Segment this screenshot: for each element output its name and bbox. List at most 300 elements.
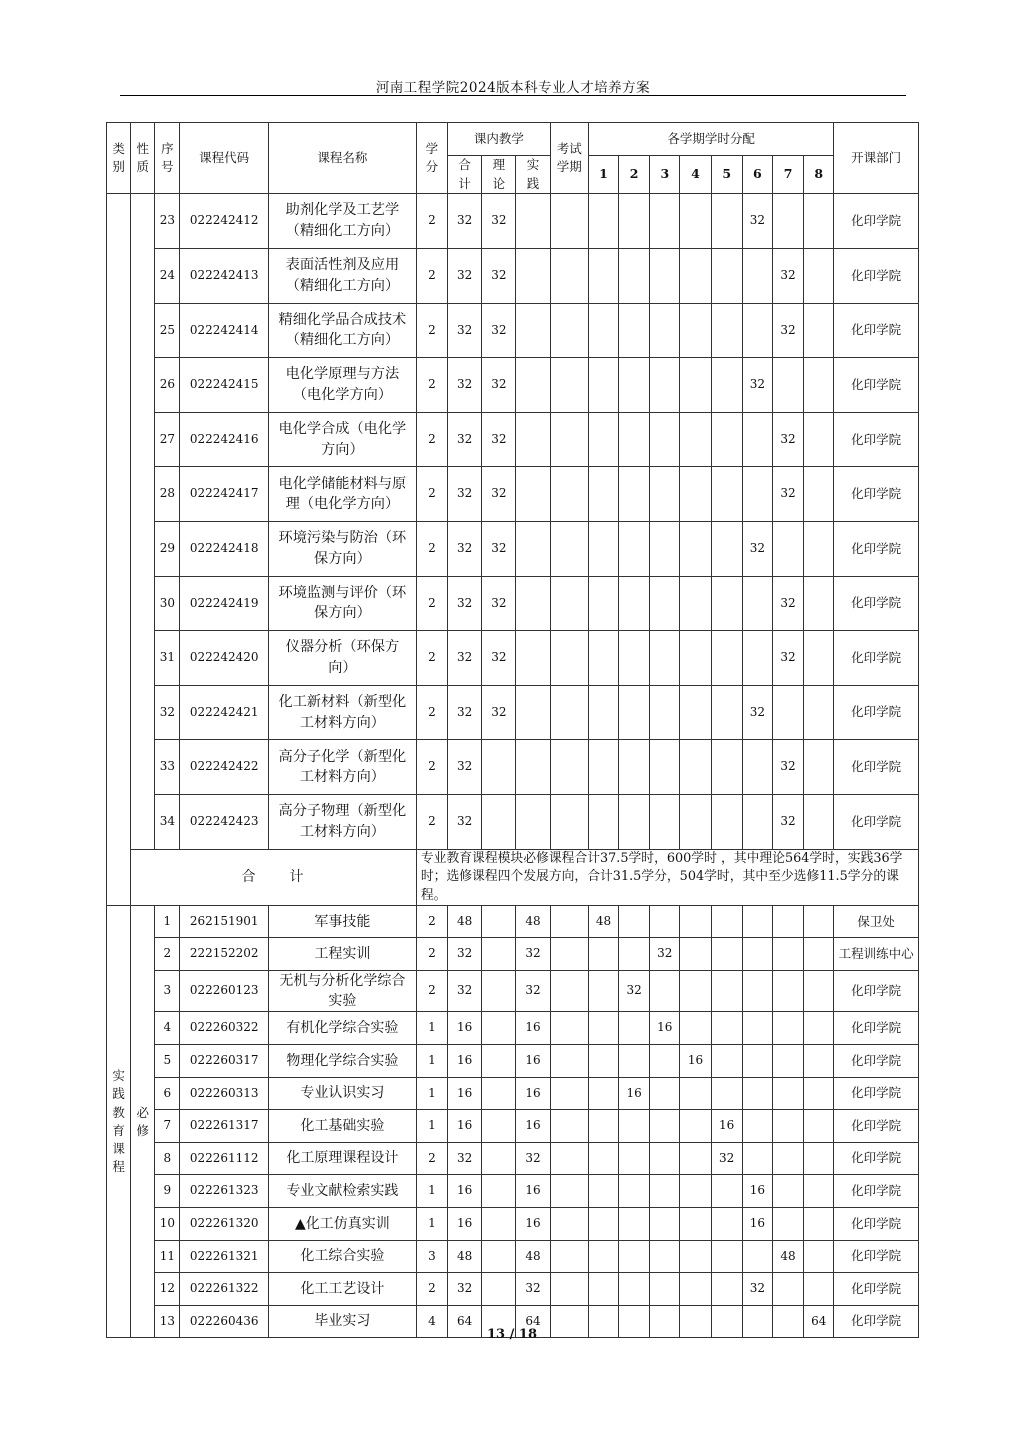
course-credit: 1 (416, 1044, 447, 1077)
semester-hours-2 (619, 467, 650, 522)
semester-hours-1 (588, 938, 618, 971)
semester-hours-1 (588, 685, 618, 740)
table-row (107, 412, 919, 467)
course-credit: 3 (416, 1240, 447, 1273)
course-name (268, 1110, 416, 1143)
course-hours-practice: 48 (516, 1240, 550, 1273)
table-row (107, 303, 919, 358)
course-code: 022242415 (180, 358, 269, 413)
course-name-line: 高分子物理（新型化 (278, 803, 407, 820)
table-row (107, 1044, 919, 1077)
course-code: 022242414 (180, 303, 269, 358)
course-hours-total: 48 (448, 1240, 482, 1273)
course-name-line: 化工综合实验 (300, 1248, 385, 1265)
course-exam-semester (550, 1142, 588, 1175)
course-name (268, 740, 416, 795)
course-seq: 11 (155, 1240, 180, 1273)
semester-hours-5 (711, 1175, 742, 1208)
semester-hours-3: 32 (650, 938, 680, 971)
course-exam-semester (550, 1110, 588, 1143)
course-name (268, 1175, 416, 1208)
semester-hours-3 (650, 467, 680, 522)
course-credit: 2 (416, 412, 447, 467)
semester-hours-7 (772, 194, 803, 249)
semester-hours-8 (804, 1142, 834, 1175)
category-char: 实 (112, 1068, 125, 1084)
semester-hours-6 (742, 467, 772, 522)
course-hours-theory (482, 794, 516, 849)
course-code: 262151901 (180, 906, 269, 938)
course-name-line: 环境污染与防治（环 (278, 530, 407, 547)
semester-hours-3 (650, 1240, 680, 1273)
course-name (268, 631, 416, 686)
course-dept: 化印学院 (834, 521, 919, 576)
course-hours-theory (482, 970, 516, 1012)
semester-hours-4 (680, 1012, 711, 1045)
course-dept: 化印学院 (834, 631, 919, 686)
course-hours-theory: 32 (482, 576, 516, 631)
course-dept: 化印学院 (834, 467, 919, 522)
semester-hours-5 (711, 1240, 742, 1273)
course-seq: 26 (155, 358, 180, 413)
course-dept: 化印学院 (834, 685, 919, 740)
nature-cell (131, 194, 155, 850)
course-hours-total: 16 (448, 1175, 482, 1208)
course-hours-theory (482, 1012, 516, 1045)
semester-hours-1 (588, 1110, 618, 1143)
semester-hours-3 (650, 794, 680, 849)
course-hours-theory (482, 1207, 516, 1240)
semester-hours-6 (742, 631, 772, 686)
course-name (268, 1142, 416, 1175)
course-dept: 化印学院 (834, 1044, 919, 1077)
semester-hours-1 (588, 631, 618, 686)
semester-hours-5 (711, 1012, 742, 1045)
course-code: 022242418 (180, 521, 269, 576)
semester-hours-7 (772, 970, 803, 1012)
subtotal-text: 专业教育课程模块必修课程合计37.5学时，600学时 ，其中理论564学时，实践36学时；选修课程四个发展方向，合计31.5学分，504学时，其中至少选修11.5学分的课程。 (416, 849, 918, 906)
semester-hours-1 (588, 1012, 618, 1045)
course-name (268, 1207, 416, 1240)
course-exam-semester (550, 1175, 588, 1208)
semester-hours-6: 16 (742, 1175, 772, 1208)
course-exam-semester (550, 906, 588, 938)
header-row-1 (107, 123, 919, 156)
course-hours-practice: 16 (516, 1077, 550, 1110)
course-credit: 2 (416, 194, 447, 249)
semester-hours-7: 32 (772, 576, 803, 631)
semester-hours-1 (588, 412, 618, 467)
semester-hours-5 (711, 194, 742, 249)
course-hours-practice: 64 (516, 1305, 550, 1338)
semester-hours-6: 32 (742, 194, 772, 249)
semester-hours-4 (680, 1110, 711, 1143)
table-row (107, 794, 919, 849)
course-name-line: 化工基础实验 (300, 1117, 385, 1134)
header-practice: 实 践 (516, 156, 550, 194)
course-name-line: 物理化学综合实验 (286, 1052, 399, 1069)
table-row (107, 1012, 919, 1045)
course-hours-total: 16 (448, 1012, 482, 1045)
semester-hours-2 (619, 794, 650, 849)
semester-hours-3 (650, 249, 680, 304)
semester-hours-8 (804, 249, 834, 304)
course-exam-semester (550, 412, 588, 467)
semester-hours-3 (650, 194, 680, 249)
course-code: 022261323 (180, 1175, 269, 1208)
course-hours-practice: 32 (516, 1273, 550, 1306)
course-hours-total: 32 (448, 740, 482, 795)
course-hours-total: 32 (448, 794, 482, 849)
course-credit: 1 (416, 1207, 447, 1240)
course-hours-total: 32 (448, 521, 482, 576)
category-char: 课 (112, 1140, 125, 1156)
course-name-line: 有机化学综合实验 (286, 1020, 399, 1036)
course-name-line: 工程实训 (314, 945, 371, 962)
course-hours-total: 32 (448, 1142, 482, 1175)
course-seq: 3 (155, 970, 180, 1012)
semester-hours-2 (619, 194, 650, 249)
course-name-line: 专业认识实习 (300, 1085, 385, 1102)
semester-hours-5: 32 (711, 1142, 742, 1175)
semester-hours-7 (772, 685, 803, 740)
course-hours-theory (482, 1044, 516, 1077)
semester-hours-8 (804, 1044, 834, 1077)
semester-hours-3 (650, 358, 680, 413)
semester-hours-2 (619, 1273, 650, 1306)
course-name (268, 906, 416, 938)
semester-hours-8 (804, 938, 834, 971)
semester-hours-5 (711, 576, 742, 631)
course-name-line: 电化学合成（电化学 (278, 420, 407, 437)
semester-hours-7 (772, 906, 803, 938)
semester-hours-5 (711, 685, 742, 740)
course-hours-total: 32 (448, 358, 482, 413)
semester-hours-2: 16 (619, 1077, 650, 1110)
course-name (268, 794, 416, 849)
course-exam-semester (550, 1240, 588, 1273)
semester-hours-4 (680, 521, 711, 576)
course-code: 022261322 (180, 1273, 269, 1306)
semester-hours-4 (680, 412, 711, 467)
semester-hours-7: 32 (772, 740, 803, 795)
course-credit: 2 (416, 303, 447, 358)
semester-hours-4 (680, 631, 711, 686)
semester-hours-4 (680, 906, 711, 938)
course-name-line: 无机与分析化学综合 (279, 972, 406, 989)
course-code: 022242420 (180, 631, 269, 686)
course-code: 022260313 (180, 1077, 269, 1110)
course-credit: 1 (416, 1175, 447, 1208)
course-exam-semester (550, 1077, 588, 1110)
course-credit: 2 (416, 970, 447, 1012)
course-name (268, 1012, 416, 1045)
course-hours-theory: 32 (482, 467, 516, 522)
semester-hours-7: 32 (772, 303, 803, 358)
semester-hours-8 (804, 412, 834, 467)
semester-hours-6 (742, 303, 772, 358)
semester-hours-4: 16 (680, 1044, 711, 1077)
semester-hours-3 (650, 1175, 680, 1208)
semester-hours-7: 48 (772, 1240, 803, 1273)
semester-hours-6 (742, 576, 772, 631)
course-hours-practice (516, 631, 550, 686)
course-code: 022242417 (180, 467, 269, 522)
course-name (268, 412, 416, 467)
semester-hours-8 (804, 358, 834, 413)
header-sem-3: 3 (650, 156, 680, 194)
course-hours-theory: 32 (482, 521, 516, 576)
course-seq: 33 (155, 740, 180, 795)
header-divider (120, 95, 906, 96)
course-exam-semester (550, 303, 588, 358)
course-seq: 8 (155, 1142, 180, 1175)
semester-hours-7 (772, 1142, 803, 1175)
semester-hours-1 (588, 1273, 618, 1306)
course-credit: 2 (416, 938, 447, 971)
semester-hours-1 (588, 576, 618, 631)
table-row (107, 1273, 919, 1306)
course-exam-semester (550, 794, 588, 849)
table-row (107, 521, 919, 576)
course-dept: 化印学院 (834, 1142, 919, 1175)
course-hours-theory: 32 (482, 358, 516, 413)
semester-hours-5 (711, 521, 742, 576)
semester-hours-1: 48 (588, 906, 618, 938)
semester-hours-5 (711, 740, 742, 795)
course-seq: 34 (155, 794, 180, 849)
course-name-line: 高分子化学（新型化 (278, 748, 407, 765)
course-hours-theory (482, 1273, 516, 1306)
semester-hours-4 (680, 740, 711, 795)
table-row (107, 1240, 919, 1273)
course-code: 222152202 (180, 938, 269, 971)
semester-hours-2 (619, 1012, 650, 1045)
course-exam-semester (550, 1044, 588, 1077)
course-dept: 化印学院 (834, 794, 919, 849)
course-name-line: 军事技能 (314, 913, 371, 930)
category-cell (107, 194, 131, 906)
course-hours-practice (516, 303, 550, 358)
semester-hours-5 (711, 631, 742, 686)
semester-hours-8 (804, 631, 834, 686)
course-seq: 6 (155, 1077, 180, 1110)
course-hours-theory (482, 938, 516, 971)
course-seq: 5 (155, 1044, 180, 1077)
course-name-line: （电化学方向） (292, 386, 393, 403)
course-hours-total: 32 (448, 412, 482, 467)
course-name-line: 环境监测与评价（环 (278, 584, 407, 601)
semester-hours-3 (650, 906, 680, 938)
course-name-line: 化工原理课程设计 (286, 1150, 399, 1167)
course-exam-semester (550, 1012, 588, 1045)
semester-hours-8 (804, 194, 834, 249)
course-name-line: 电化学原理与方法 (285, 366, 400, 383)
course-name (268, 249, 416, 304)
semester-hours-6 (742, 1044, 772, 1077)
semester-hours-8 (804, 1207, 834, 1240)
course-hours-practice (516, 412, 550, 467)
course-name-line: （精细化工方向） (285, 277, 400, 294)
semester-hours-6 (742, 1110, 772, 1143)
course-exam-semester (550, 1273, 588, 1306)
semester-hours-6 (742, 1012, 772, 1045)
semester-hours-1 (588, 521, 618, 576)
course-credit: 2 (416, 685, 447, 740)
semester-hours-4 (680, 938, 711, 971)
semester-hours-1 (588, 194, 618, 249)
course-credit: 2 (416, 358, 447, 413)
course-name-line: （精细化工方向） (285, 332, 400, 349)
semester-hours-2 (619, 521, 650, 576)
semester-hours-7 (772, 1175, 803, 1208)
course-exam-semester (550, 631, 588, 686)
semester-hours-7 (772, 938, 803, 971)
course-dept: 化印学院 (834, 1077, 919, 1110)
semester-hours-4 (680, 576, 711, 631)
course-hours-theory (482, 740, 516, 795)
semester-hours-1 (588, 794, 618, 849)
course-hours-theory: 32 (482, 249, 516, 304)
semester-hours-4 (680, 1207, 711, 1240)
table-row (107, 1175, 919, 1208)
category-practice-education (107, 906, 131, 1338)
course-seq: 12 (155, 1273, 180, 1306)
course-seq: 27 (155, 412, 180, 467)
subtotal-label: 合 计 (131, 849, 417, 906)
course-name (268, 303, 416, 358)
semester-hours-6 (742, 970, 772, 1012)
header-sem-5: 5 (711, 156, 742, 194)
table-row (107, 358, 919, 413)
course-name-line: 工材料方向） (299, 769, 385, 786)
semester-hours-5: 16 (711, 1110, 742, 1143)
course-exam-semester (550, 576, 588, 631)
semester-hours-6 (742, 1240, 772, 1273)
semester-hours-6 (742, 249, 772, 304)
course-hours-theory: 32 (482, 303, 516, 358)
course-code: 022242421 (180, 685, 269, 740)
table-row (107, 740, 919, 795)
course-name (268, 938, 416, 971)
semester-hours-5 (711, 938, 742, 971)
course-hours-theory (482, 1110, 516, 1143)
course-dept: 化印学院 (834, 1240, 919, 1273)
course-hours-total: 32 (448, 576, 482, 631)
semester-hours-1 (588, 358, 618, 413)
course-credit: 1 (416, 1077, 447, 1110)
course-name (268, 467, 416, 522)
course-hours-theory (482, 1240, 516, 1273)
semester-hours-7: 32 (772, 794, 803, 849)
course-name (268, 1273, 416, 1306)
header-teaching: 课内教学 (448, 123, 551, 156)
header-sem-8: 8 (804, 156, 834, 194)
header-seq: 序 号 (155, 123, 180, 194)
semester-hours-5 (711, 1044, 742, 1077)
semester-hours-7 (772, 1110, 803, 1143)
course-credit: 2 (416, 740, 447, 795)
semester-hours-7: 32 (772, 467, 803, 522)
semester-hours-5 (711, 1273, 742, 1306)
course-name-line: 表面活性剂及应用 (285, 257, 400, 274)
header-dept: 开课部门 (834, 123, 919, 194)
table-row (107, 1110, 919, 1143)
semester-hours-6 (742, 906, 772, 938)
course-hours-total: 16 (448, 1110, 482, 1143)
semester-hours-5 (711, 1077, 742, 1110)
semester-hours-7 (772, 521, 803, 576)
course-name (268, 1077, 416, 1110)
semester-hours-3 (650, 631, 680, 686)
course-hours-theory (482, 1142, 516, 1175)
semester-hours-3 (650, 412, 680, 467)
course-name (268, 970, 416, 1012)
course-name (268, 358, 416, 413)
semester-hours-1 (588, 970, 618, 1012)
table-row (107, 576, 919, 631)
course-hours-theory: 32 (482, 194, 516, 249)
header-exam: 考试 学期 (550, 123, 588, 194)
course-code: 022242422 (180, 740, 269, 795)
course-hours-practice (516, 521, 550, 576)
course-seq: 9 (155, 1175, 180, 1208)
semester-hours-2 (619, 740, 650, 795)
table-row (107, 906, 919, 938)
header-credit: 学 分 (416, 123, 447, 194)
subtotal-row (107, 849, 919, 906)
semester-hours-4 (680, 358, 711, 413)
semester-hours-1 (588, 1240, 618, 1273)
course-exam-semester (550, 685, 588, 740)
course-name-line: 仪器分析（环保方 (285, 639, 400, 656)
table-row (107, 194, 919, 249)
semester-hours-4 (680, 1142, 711, 1175)
header-nature: 性 质 (131, 123, 155, 194)
semester-hours-2 (619, 685, 650, 740)
course-dept: 化印学院 (834, 740, 919, 795)
header-sem-1: 1 (588, 156, 618, 194)
course-dept: 化印学院 (834, 303, 919, 358)
semester-hours-1 (588, 1044, 618, 1077)
course-name-line: 工材料方向） (299, 823, 385, 840)
course-name-line: 理（电化学方向） (285, 496, 400, 513)
course-hours-practice: 32 (516, 970, 550, 1012)
course-code: 022260317 (180, 1044, 269, 1077)
course-hours-total: 32 (448, 1273, 482, 1306)
course-hours-total: 16 (448, 1207, 482, 1240)
course-exam-semester (550, 521, 588, 576)
semester-hours-4 (680, 970, 711, 1012)
category-char: 教 (112, 1104, 125, 1120)
course-seq: 28 (155, 467, 180, 522)
header-code: 课程代码 (180, 123, 269, 194)
semester-hours-3 (650, 1110, 680, 1143)
course-dept: 化印学院 (834, 412, 919, 467)
course-dept: 工程训练中心 (834, 938, 919, 971)
course-seq: 23 (155, 194, 180, 249)
semester-hours-7 (772, 1207, 803, 1240)
category-char: 程 (112, 1158, 125, 1174)
course-seq: 32 (155, 685, 180, 740)
header-sem-2: 2 (619, 156, 650, 194)
header-name: 课程名称 (268, 123, 416, 194)
header-sem-6: 6 (742, 156, 772, 194)
table-row (107, 685, 919, 740)
course-seq: 7 (155, 1110, 180, 1143)
semester-hours-2 (619, 576, 650, 631)
semester-hours-4 (680, 194, 711, 249)
